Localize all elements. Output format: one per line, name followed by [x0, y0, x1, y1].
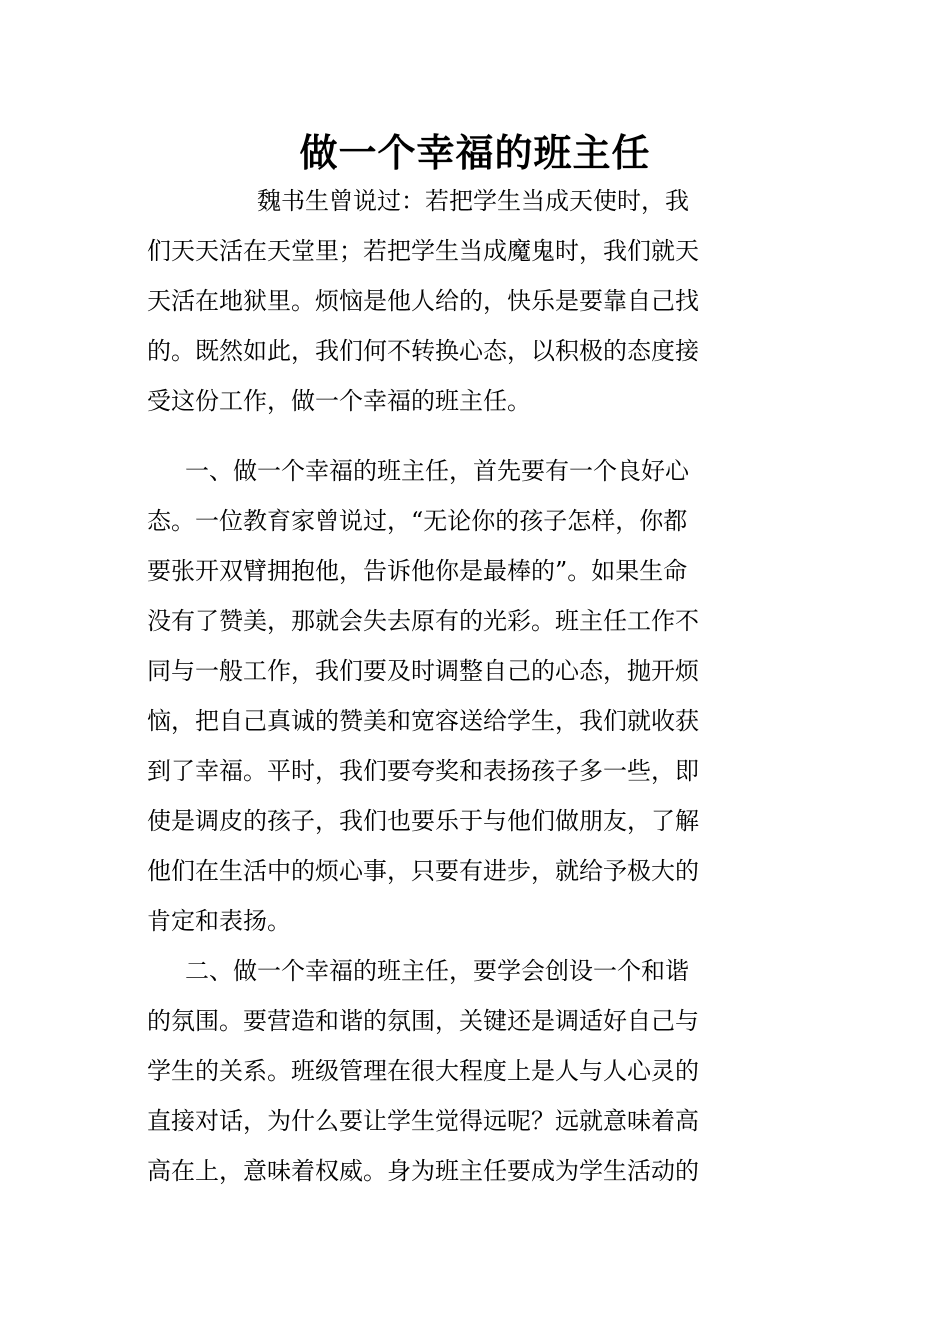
text-line: 的氛围。要营造和谐的氛围，关键还是调适好自己与: [147, 1007, 699, 1035]
text-line: 的。既然如此，我们何不转换心态，以积极的态度接: [147, 337, 699, 365]
text-line: 天活在地狱里。烦恼是他人给的，快乐是要靠自己找: [147, 287, 699, 315]
text-line: 要张开双臂拥抱他，告诉他你是最棒的”。如果生命: [147, 557, 688, 585]
text-line: 二、做一个幸福的班主任，要学会创设一个和谐: [185, 957, 689, 985]
text-line: 肯定和表扬。: [147, 907, 291, 935]
text-line: 直接对话，为什么要让学生觉得远呢？远就意味着高: [147, 1107, 699, 1135]
section-one-paragraph: [147, 446, 737, 946]
text-line: 学生的关系。班级管理在很大程度上是人与人心灵的: [147, 1057, 699, 1085]
text-line: 他们在生活中的烦心事，只要有进步，就给予极大的: [147, 857, 699, 885]
text-line: 使是调皮的孩子，我们也要乐于与他们做朋友，了解: [147, 807, 699, 835]
document-title: 做一个幸福的班主任: [299, 131, 651, 175]
text-line: 一、做一个幸福的班主任，首先要有一个良好心: [185, 457, 689, 485]
text-line: 同与一般工作，我们要及时调整自己的心态，抛开烦: [147, 657, 699, 685]
intro-paragraph: [147, 176, 737, 426]
text-line: 受这份工作，做一个幸福的班主任。: [147, 387, 531, 415]
section-two-paragraph: [147, 946, 737, 1196]
text-line: 到了幸福。平时，我们要夸奖和表扬孩子多一些，即: [147, 757, 699, 785]
text-line: 高在上，意味着权威。身为班主任要成为学生活动的: [147, 1157, 699, 1185]
text-line: 们天天活在天堂里；若把学生当成魔鬼时，我们就天: [147, 237, 699, 265]
text-line: 魏书生曾说过：若把学生当成天使时，我: [257, 187, 689, 215]
text-line: 没有了赞美，那就会失去原有的光彩。班主任工作不: [147, 607, 699, 635]
text-line: 态。一位教育家曾说过，“无论你的孩子怎样，你都: [147, 507, 688, 535]
text-line: 恼，把自己真诚的赞美和宽容送给学生，我们就收获: [147, 707, 699, 735]
